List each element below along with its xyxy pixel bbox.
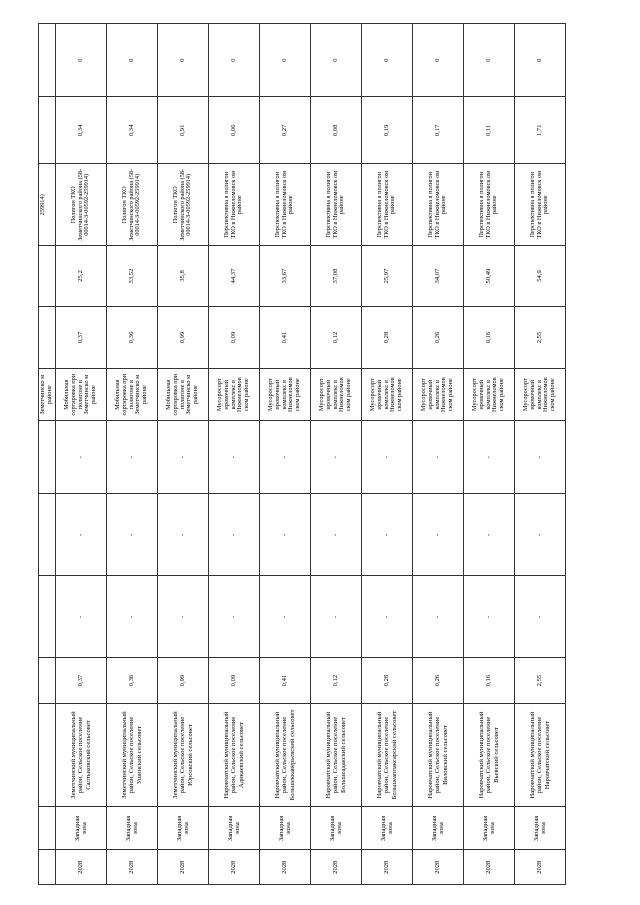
cell-last: 0: [107, 24, 158, 97]
cell-col7: -: [260, 421, 311, 494]
cell-col6: -: [260, 494, 311, 576]
cell-empty: [39, 421, 56, 494]
cell-incoming: 0,36: [107, 306, 158, 369]
cell-year: 2028: [362, 850, 413, 885]
cell-zone: Западная зона: [158, 807, 209, 850]
cell-empty: [39, 306, 56, 369]
cell-zone: Западная зона: [464, 807, 515, 850]
cell-district: Наровчатский муниципальный район, Сельское поселение Большеадакский сельсовет: [311, 703, 362, 807]
cell-district: Наровчатский муниципальный район, Сельское поселение Большеаппаксарский сельсовет: [362, 703, 413, 807]
cell-tkm: 1,71: [515, 97, 566, 164]
cell-facility: Мобильная сортировка при полигоне в Земетчинско м районе: [56, 369, 107, 421]
cell-empty: [39, 576, 56, 658]
cell-col5: -: [362, 576, 413, 658]
cell-target-continuation: 259914): [39, 164, 56, 246]
waste-flow-table: [38, 23, 566, 885]
table-row: [107, 24, 158, 885]
cell-district: Земетчинский муниципальный район, Сельское поселение Салтыковский сельсовет: [56, 703, 107, 807]
cell-target: Перспективна я полигон ТКО в Нижнеломовск ом районе: [362, 164, 413, 246]
cell-facility: Мусоросорт ировочный комплекс в Нижнеломов ском районе: [209, 369, 260, 421]
cell-tkm: 0,11: [464, 97, 515, 164]
table-row: [209, 24, 260, 885]
cell-zone: Западная зона: [515, 807, 566, 850]
cell-volume: 0,09: [209, 658, 260, 703]
cell-district: Наровчатский муниципальный район, Сельское поселение Адикаевский сельсовет: [209, 703, 260, 807]
table-row: [515, 24, 566, 885]
cell-zone: Западная зона: [209, 807, 260, 850]
cell-incoming: 0,99: [158, 306, 209, 369]
cell-col6: -: [362, 494, 413, 576]
cell-distance: 35,8: [158, 246, 209, 306]
cell-facility-continuation: Земетчинско м районе: [39, 369, 56, 421]
cell-zone: Западная зона: [311, 807, 362, 850]
cell-col7: -: [158, 421, 209, 494]
cell-zone: Западная зона: [413, 807, 464, 850]
cell-incoming: 0,37: [56, 306, 107, 369]
cell-facility: Мусоросорт ировочный комплекс в Нижнеломов ском районе: [413, 369, 464, 421]
cell-volume: 0,16: [464, 658, 515, 703]
cell-tkm: 0,17: [413, 97, 464, 164]
cell-zone: Западная зона: [107, 807, 158, 850]
cell-distance: 25,97: [362, 246, 413, 306]
cell-distance: 54,9: [515, 246, 566, 306]
cell-tkm: 0,34: [56, 97, 107, 164]
cell-empty: [39, 807, 56, 850]
cell-empty: [39, 703, 56, 807]
cell-target: Полигон ТКО Земетчинского района (58-00014-З-00592-259914): [107, 164, 158, 246]
cell-tkm: 0,19: [362, 97, 413, 164]
cell-last: 0: [362, 24, 413, 97]
cell-incoming: 2,55: [515, 306, 566, 369]
cell-col6: -: [209, 494, 260, 576]
table-row: [413, 24, 464, 885]
cell-empty: [39, 246, 56, 306]
cell-col6: -: [158, 494, 209, 576]
cell-col7: -: [515, 421, 566, 494]
cell-col7: -: [413, 421, 464, 494]
cell-year: 2028: [260, 850, 311, 885]
cell-last: 0: [464, 24, 515, 97]
cell-incoming: 0,16: [464, 306, 515, 369]
document-page: [38, 23, 590, 885]
cell-district: Земетчинский муниципальный район, Сельское поселение Юрсовский сельсовет: [158, 703, 209, 807]
table-row: [56, 24, 107, 885]
cell-col5: -: [413, 576, 464, 658]
cell-tkm: 0,27: [260, 97, 311, 164]
cell-year: 2028: [209, 850, 260, 885]
cell-zone: Западная зона: [362, 807, 413, 850]
cell-tkm: 0,34: [107, 97, 158, 164]
table-row-continuation: [39, 24, 56, 885]
cell-last: 0: [311, 24, 362, 97]
cell-distance: 50,49: [464, 246, 515, 306]
cell-zone: Западная зона: [56, 807, 107, 850]
cell-target: Перспективна я полигон ТКО в Нижнеломовск ом районе: [515, 164, 566, 246]
cell-col5: -: [464, 576, 515, 658]
cell-incoming: 0,09: [209, 306, 260, 369]
cell-empty: [39, 850, 56, 885]
cell-volume: 0,41: [260, 658, 311, 703]
cell-distance: 37,08: [311, 246, 362, 306]
cell-volume: 2,55: [515, 658, 566, 703]
cell-last: 0: [413, 24, 464, 97]
cell-target: Полигон ТКО Земетчинского района (58-00014-З-00592-259914): [158, 164, 209, 246]
cell-target: Перспективна я полигон ТКО в Нижнеломовск ом районе: [311, 164, 362, 246]
cell-district: Наровчатский муниципальный район, Сельское поселение Виловский сельсовет: [413, 703, 464, 807]
cell-district: Земетчинский муниципальный район, Сельское поселение Ушинский сельсовет: [107, 703, 158, 807]
cell-last: 0: [56, 24, 107, 97]
cell-col5: -: [158, 576, 209, 658]
cell-facility: Мусоросорт ировочный комплекс в Нижнеломов ском районе: [311, 369, 362, 421]
cell-empty: [39, 97, 56, 164]
cell-district: Наровчатский муниципальный район, Сельское поселение Большеккаверьевский сельсовет: [260, 703, 311, 807]
cell-col7: -: [107, 421, 158, 494]
table-body: [39, 24, 566, 885]
cell-incoming: 0,12: [311, 306, 362, 369]
cell-facility: Мобильная сортировка при полигоне в Земетчинско м районе: [158, 369, 209, 421]
cell-col5: -: [260, 576, 311, 658]
cell-empty: [39, 494, 56, 576]
cell-empty: [39, 24, 56, 97]
cell-tkm: 0,91: [158, 97, 209, 164]
cell-col6: -: [515, 494, 566, 576]
cell-distance: 33,52: [107, 246, 158, 306]
cell-volume: 0,26: [413, 658, 464, 703]
cell-year: 2028: [515, 850, 566, 885]
table-row: [311, 24, 362, 885]
cell-distance: 33,67: [260, 246, 311, 306]
cell-incoming: 0,41: [260, 306, 311, 369]
cell-distance: 25,2: [56, 246, 107, 306]
cell-col6: -: [56, 494, 107, 576]
cell-target: Перспективна я полигон ТКО в Нижнеломовск ом районе: [413, 164, 464, 246]
cell-col7: -: [209, 421, 260, 494]
cell-col6: -: [413, 494, 464, 576]
rotated-table-container: [38, 23, 590, 885]
cell-zone: Западная зона: [260, 807, 311, 850]
table-row: [158, 24, 209, 885]
cell-col6: -: [107, 494, 158, 576]
cell-col7: -: [311, 421, 362, 494]
cell-volume: 0,28: [362, 658, 413, 703]
cell-target: Полигон ТКО Земетчинского района (58-00014-З-00592-259914): [56, 164, 107, 246]
cell-year: 2028: [56, 850, 107, 885]
cell-target: Перспективна я полигон ТКО в Нижнеломовск ом районе: [464, 164, 515, 246]
cell-incoming: 0,26: [413, 306, 464, 369]
cell-year: 2028: [158, 850, 209, 885]
cell-col6: -: [464, 494, 515, 576]
cell-year: 2028: [311, 850, 362, 885]
table-row: [464, 24, 515, 885]
cell-district: Наровчатский муниципальный район, Сельское поселение Вьевский сельсовет: [464, 703, 515, 807]
cell-facility: Мусоросорт ировочный комплекс в Нижнеломов ском районе: [464, 369, 515, 421]
cell-volume: 0,36: [107, 658, 158, 703]
cell-col7: -: [56, 421, 107, 494]
cell-target: Перспективна я полигон ТКО в Нижнеломовск ом районе: [260, 164, 311, 246]
cell-empty: [39, 658, 56, 703]
cell-last: 0: [209, 24, 260, 97]
cell-year: 2028: [107, 850, 158, 885]
cell-last: 0: [260, 24, 311, 97]
cell-facility: Мусоросорт ировочный комплекс в Нижнеломов ском районе: [515, 369, 566, 421]
cell-last: 0: [515, 24, 566, 97]
cell-col5: -: [107, 576, 158, 658]
cell-volume: 0,99: [158, 658, 209, 703]
cell-year: 2028: [464, 850, 515, 885]
cell-col5: -: [56, 576, 107, 658]
cell-distance: 34,07: [413, 246, 464, 306]
cell-col5: -: [209, 576, 260, 658]
cell-tkm: 0,06: [209, 97, 260, 164]
cell-tkm: 0,08: [311, 97, 362, 164]
cell-distance: 44,37: [209, 246, 260, 306]
cell-district: Наровчатский муниципальный район, Сельское поселение Наровчатский сельсовет: [515, 703, 566, 807]
table-row: [362, 24, 413, 885]
cell-facility: Мусоросорт ировочный комплекс в Нижнеломов ском районе: [260, 369, 311, 421]
cell-volume: 0,37: [56, 658, 107, 703]
table-row: [260, 24, 311, 885]
cell-last: 0: [158, 24, 209, 97]
cell-year: 2028: [413, 850, 464, 885]
cell-target: Перспективна я полигон ТКО в Нижнеломовск ом районе: [209, 164, 260, 246]
cell-incoming: 0,28: [362, 306, 413, 369]
cell-col6: -: [311, 494, 362, 576]
cell-volume: 0,12: [311, 658, 362, 703]
cell-col5: -: [515, 576, 566, 658]
cell-facility: Мобильная сортировка при полигоне в Земетчинско м районе: [107, 369, 158, 421]
cell-col7: -: [464, 421, 515, 494]
cell-col7: -: [362, 421, 413, 494]
cell-col5: -: [311, 576, 362, 658]
cell-facility: Мусоросорт ировочный комплекс в Нижнеломов ском районе: [362, 369, 413, 421]
